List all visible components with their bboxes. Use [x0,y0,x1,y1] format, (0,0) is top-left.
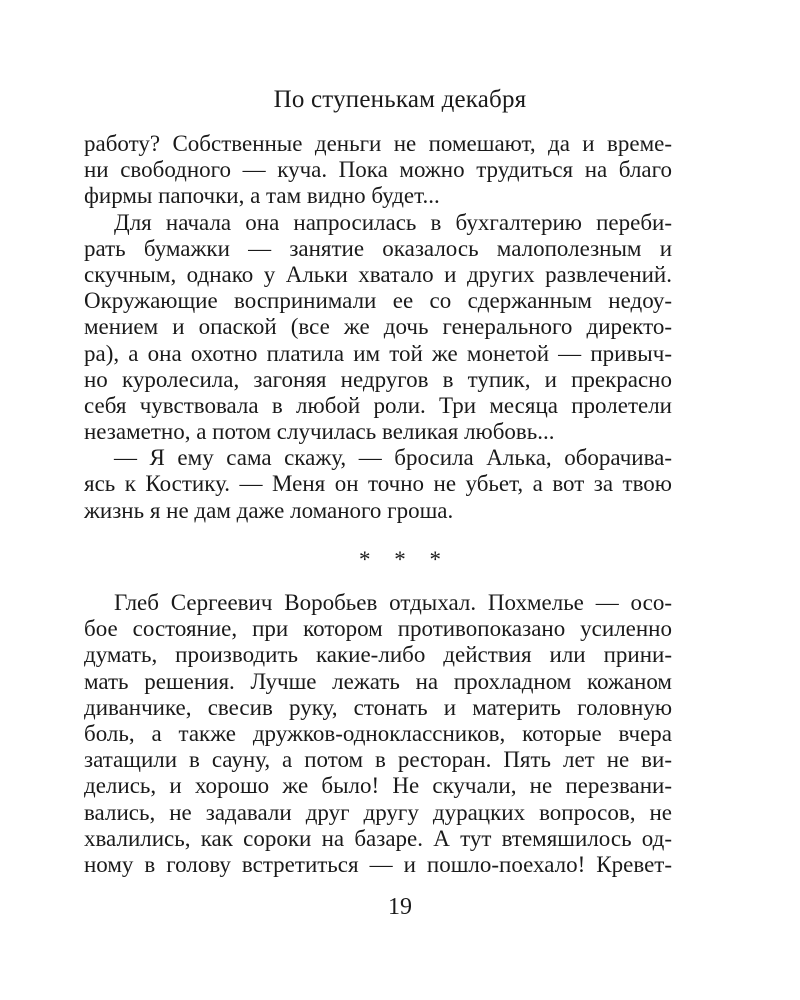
text-line: фирмы папочки, а там видно будет... [84,183,440,209]
running-head: По ступенькам декабря [273,86,527,113]
text-line: — Я ему сама скажу, — бросила Алька, оборачива- [114,445,672,471]
text-line: скучным, однако у Альки хватало и других развлечений. [84,261,672,287]
text-line: ясь к Костику. — Меня он точно не убьет, а вот за твою [84,471,672,497]
text-line: незаметно, а потом случилась великая любовь... [84,419,555,445]
text-block-before-break [84,131,672,524]
text-line: мением и опаской (все же дочь генерального директо- [84,314,672,340]
text-line: диванчике, свесив руку, стонать и материть головную [84,694,672,720]
text-line: но куролесила, загоняя недругов в тупик, и прекрасно [84,366,672,392]
text-line: ному в голову встретиться — и пошло-поехало! Кревет- [84,851,672,877]
section-separator: * * * [359,547,441,572]
text-line: хвалились, как сороки на базаре. А тут втемяшилось од- [84,825,672,851]
text-line: Для начала она напросилась в бухгалтерию переби- [114,209,672,235]
text-line: вались, не задавали друг другу дурацких вопросов, не [84,799,672,825]
text-line: мать решения. Лучше лежать на прохладном кожаном [84,668,672,694]
text-line: Глеб Сергеевич Воробьев отдыхал. Похмелье — осо- [114,590,672,615]
text-line: ни свободного — куча. Пока можно трудиться на благо [84,157,672,183]
text-line: рать бумажки — занятие оказалось малополезным и [84,235,672,261]
text-line: затащили в сауну, а потом в ресторан. Пять лет не ви- [84,747,672,773]
text-line: работу? Собственные деньги не помешают, да и време- [84,131,672,156]
text-line: ра), а она охотно платила им той же монетой — привыч- [84,340,672,366]
text-line: делись, и хорошо же было! Не скучали, не перезвани- [84,773,672,799]
text-block-after-break [84,590,672,878]
text-line: себя чувствовала в любой роли. Три месяца пролетели [84,392,672,418]
page-number: 19 [388,894,412,920]
text-line: жизнь я не дам даже ломаного гроша. [84,497,454,523]
text-line: боль, а также дружков-одноклассников, которые вчера [84,720,672,746]
text-line: Окружающие воспринимали ее со сдержанным недоу- [84,288,672,314]
text-line: бое состояние, при котором противопоказано усиленно [84,616,672,642]
text-line: думать, производить какие-либо действия или прини- [84,642,672,668]
